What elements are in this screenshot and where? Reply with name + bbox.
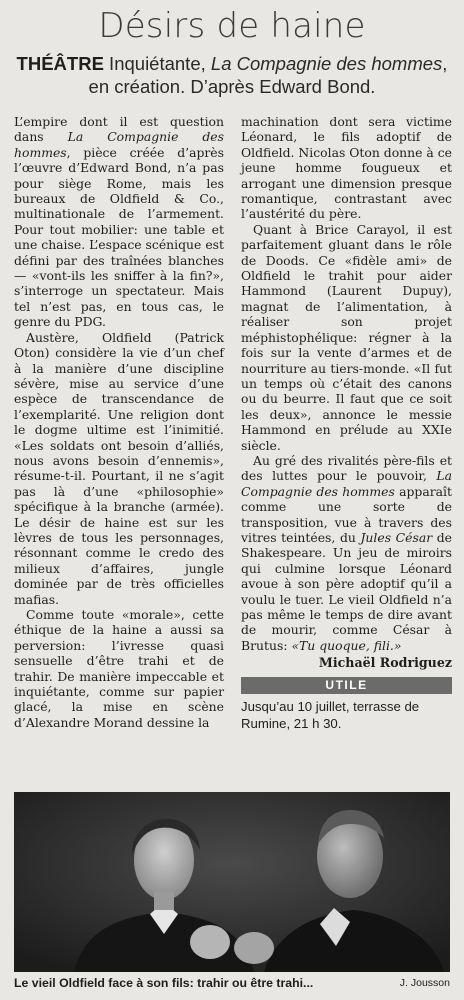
- article-column-right: [241, 114, 452, 732]
- paragraph: machination dont sera victime Léonard, le fils adoptif de Oldfield. Nicolas Oton donne à ce jeune homme fougueux et arrogant une dimension presque romantique, contrastant avec l’austérité du père.: [241, 114, 453, 222]
- caption-text: Le vieil Oldfield face à son fils: trahir ou être trahi...: [14, 976, 314, 990]
- article-photo: [14, 792, 450, 972]
- photo-illustration: [14, 792, 450, 972]
- deck-play-title: La Compagnie des hommes: [210, 53, 443, 74]
- photo-caption: [14, 976, 450, 994]
- section-kicker: THÉÂTRE: [16, 53, 104, 74]
- paragraph-text: apparaît comme une sorte de transposition, vue à travers des vitres teintées, du: [241, 483, 452, 545]
- jules-cesar-ref: Jules César: [360, 529, 433, 545]
- closing-quote: «Tu quoque, fili.»: [291, 637, 402, 653]
- author-byline: Michaël Rodriguez: [318, 655, 452, 671]
- deck-lead: Inquiétante,: [103, 53, 211, 74]
- article-column-left: [14, 114, 224, 730]
- photo-credit: J. Jousson: [399, 977, 450, 989]
- paragraph: Comme toute «morale», cette éthique de la haine a aussi sa perversion: l’ivresse quasi sensuelle d’être trahi et de trahir. De manière impeccable et inquiétante, comme sur papier glacé, la mise en scène d’Alexandre Morand dessine la: [14, 607, 224, 730]
- utile-info: Jusqu’au 10 juillet, terrasse de Rumine, 21 h 30.: [241, 698, 420, 731]
- deck-rest: , en création. D’après Edward Bond.: [88, 53, 448, 97]
- paragraph-text: L’empire dont il est question dans: [14, 114, 224, 145]
- paragraph-text: , pièce créée d’après l’œuvre d’Edward Bond, n’a pas pour siège Rome, mais les bureaux de Oldfield & Co., multinationale de l’armement. Pour tout mobilier: une table et une chaise. L’espace scénique est défini par des traînées blanches — «vont-ils les sniffer à la fin?», s’interroge un spectateur. Mais tel n’est pas, en tous cas, le genre du PDG.: [14, 144, 224, 330]
- utile-label: UTILE: [241, 677, 452, 694]
- paragraph-text: Au gré des rivalités père-fils et des luttes pour le pouvoir,: [241, 452, 452, 484]
- play-title-ref: La Compagnie des hommes: [241, 468, 452, 499]
- paragraph: [14, 114, 224, 330]
- play-title-ref: La Compagnie des hommes: [14, 129, 224, 160]
- article-title: Désirs de haine: [98, 6, 366, 46]
- paragraph-text: de Shakespeare. Un jeu de miroirs qui culmine lorsque Léonard avoue à son père adoptif qu’il a voulu le tuer. Le vieil Oldfield n’a pas même le temps de dire avant de mourir, comme César à Brutus:: [241, 529, 452, 653]
- paragraph: Austère, Oldfield (Patrick Oton) considère la vie d’un chef à la manière d’une discipline sévère, mise au service d’une espèce de transcendance de l’exemplarité. Une religion dont le dogme ultime est l’inimitié. «Les soldats ont besoin d’alliés, nous avons besoin d’ennemis», résume-t-il. Pourtant, il ne s’agit pas là d’une «philosophie» spécifique à la branche (armée). Le désir de haine est sur les lèvres de tous les personnages, résonnant comme le credo des milieux d’affaires, jungle dominée par de très officielles mafias.: [14, 329, 224, 607]
- paragraph: Quant à Brice Carayol, il est parfaitement gluant dans le rôle de Doods. Ce «fidèle ami» de Oldfield le trahit pour aider Hammond (Laurent Dupuy), magnat de l’alimentation, à réaliser son projet méphistophélique: régner à la fois sur la vente d’armes et de nourriture au tiers-monde. «Il fut un temps où c’était des canons ou du beurre. Il faut que ce soit les deux», annonce le messie Hammond en prélude au XXIe siècle.: [241, 221, 452, 453]
- article-deck: [12, 52, 452, 98]
- paragraph: [241, 453, 452, 653]
